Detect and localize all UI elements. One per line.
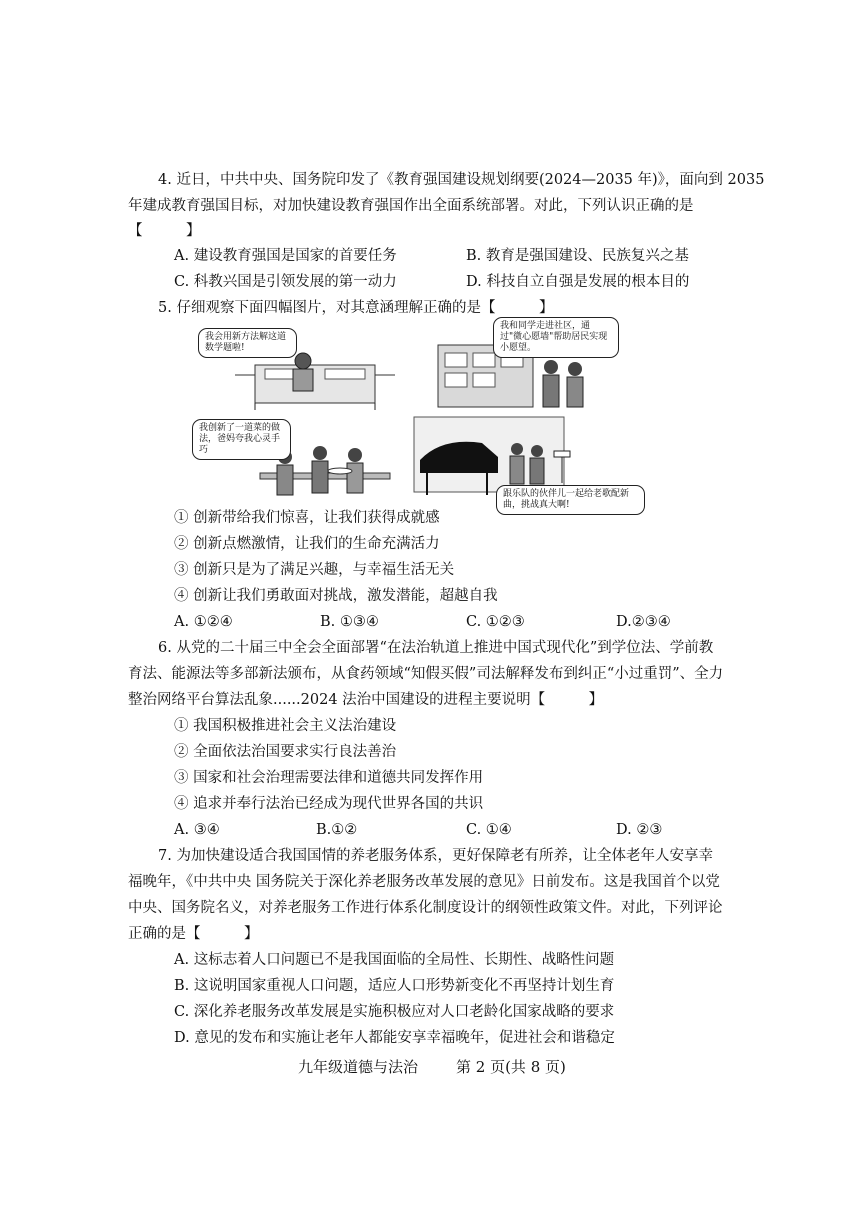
q5-picture-band [412,415,642,513]
q7-option-a: A. 这标志着人口问题已不是我国面临的全局性、长期性、战略性问题 [174,952,615,968]
q5-statement-4: ④ 创新让我们勇敢面对挑战，激发潜能，超越自我 [174,588,498,604]
q5-option-a: A. ①②④ [174,614,233,630]
q6-option-b: B.①② [316,822,358,838]
q5-bubble-2: 我和同学走进社区，通过"微心愿墙"帮助居民实现小愿望。 [493,317,619,358]
q6-statement-4: ④ 追求并奉行法治已经成为现代世界各国的共识 [174,796,484,812]
q6-option-a: A. ③④ [174,822,220,838]
footer-subject: 九年级道德与法治 [298,1058,419,1076]
q4-option-d: D. 科技自立自强是发展的根本目的 [466,274,690,290]
q6-line-2: 育法、能源法等多部新法颁布，从食药领域“知假买假”司法解释发布到纠正“小过重罚”、全力 [128,666,724,682]
q5-statement-3: ③ 创新只是为了满足兴趣，与幸福生活无关 [174,562,455,578]
q5-bubble-3: 我创新了一道菜的做法，爸妈夸我心灵手巧 [192,419,291,460]
q5-bubble-1: 我会用新方法解这道数学题啦! [198,328,297,358]
q6-statement-3: ③ 国家和社会治理需要法律和道德共同发挥作用 [174,770,484,786]
q4-line-2: 年建成教育强国目标，对加快建设教育强国作出全面系统部署。对此，下列认识正确的是 [128,198,694,214]
q4-option-a: A. 建设教育强国是国家的首要任务 [174,248,397,264]
q7-option-d: D. 意见的发布和实施让老年人都能安享幸福晚年，促进社会和谐稳定 [174,1030,615,1046]
q6-line-1: 6. 从党的二十届三中全会全面部署“在法治轨道上推进中国式现代化”到学位法、学前教 [158,640,714,656]
q7-line-4: 正确的是【 】 [128,926,259,942]
q5-option-c: C. ①②③ [466,614,525,630]
q7-line-3: 中央、国务院名义，对养老服务工作进行体系化制度设计的纲领性政策文件。对此，下列评论 [128,900,723,916]
footer-page-number: 第 2 页(共 8 页) [456,1058,566,1076]
q5-picture-study [195,325,405,410]
q5-stem: 5. 仔细观察下面四幅图片，对其意涵理解正确的是【 】 [158,300,554,316]
q5-picture-cooking [190,415,400,500]
q5-statement-2: ② 创新点燃激情，让我们的生命充满活力 [174,536,440,552]
q6-line-3: 整治网络平台算法乱象......2024 法治中国建设的进程主要说明【 】 [128,692,604,708]
q6-option-c: C. ①④ [466,822,512,838]
q5-option-d: D.②③④ [616,614,671,630]
q4-option-c: C. 科教兴国是引领发展的第一动力 [174,274,397,290]
q7-line-1: 7. 为加快建设适合我国国情的养老服务体系，更好保障老有所养，让全体老年人安享幸 [158,848,713,864]
q7-option-c: C. 深化养老服务改革发展是实施积极应对人口老龄化国家战略的要求 [174,1004,615,1020]
q6-option-d: D. ②③ [616,822,663,838]
q5-bubble-4: 跟乐队的伙伴儿一起给老歌配新曲，挑战真大啊! [496,485,645,515]
q5-statement-1: ① 创新带给我们惊喜，让我们获得成就感 [174,510,440,526]
q4-option-b: B. 教育是强国建设、民族复兴之基 [466,248,689,264]
q7-line-2: 福晚年，《中共中央 国务院关于深化养老服务改革发展的意见》日前发布。这是我国首个以党 [128,874,720,890]
q7-option-b: B. 这说明国家重视人口问题，适应人口形势新变化不再坚持计划生育 [174,978,615,994]
q5-picture-community [433,315,618,410]
q6-statement-2: ② 全面依法治国要求实行良法善治 [174,744,397,760]
q4-line-1: 4. 近日，中共中央、国务院印发了《教育强国建设规划纲要(2024—2035 年)》，面向到 2035 [158,172,765,188]
q5-option-b: B. ①③④ [320,614,379,630]
q6-statement-1: ① 我国积极推进社会主义法治建设 [174,718,397,734]
q4-answer-bracket: 【 】 [128,223,201,239]
